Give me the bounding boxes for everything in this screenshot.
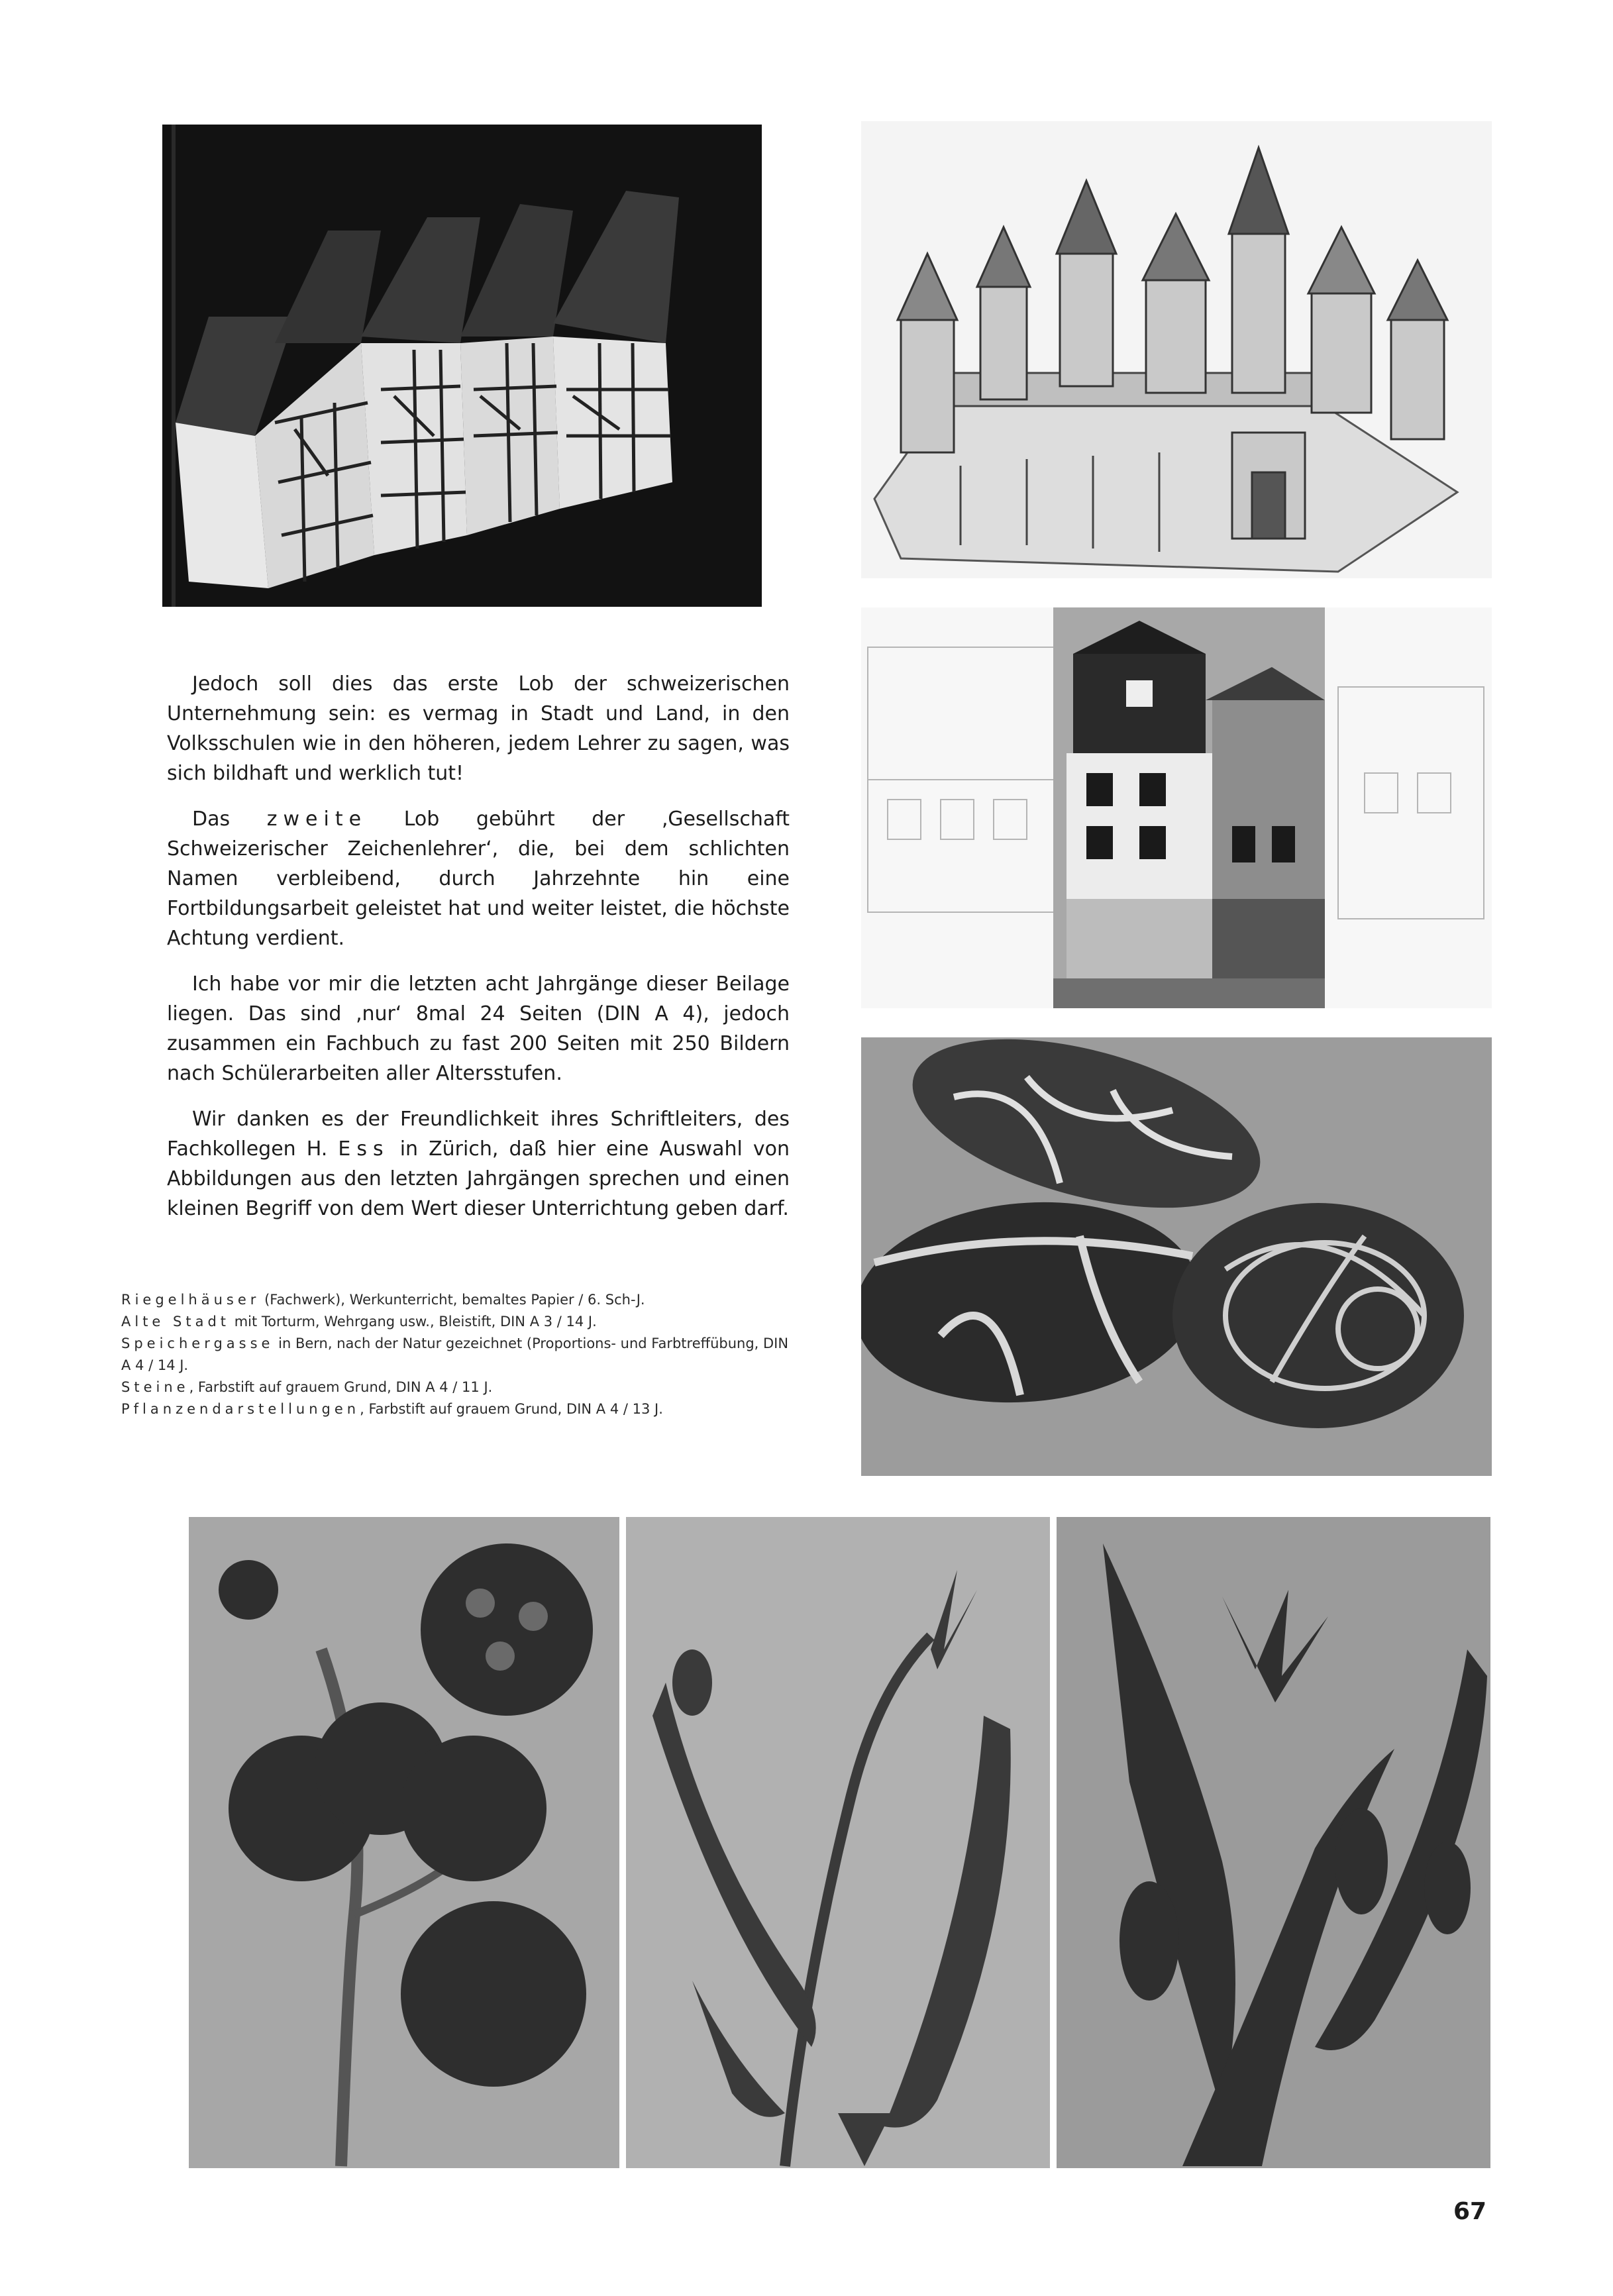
figure-alte-stadt bbox=[861, 121, 1492, 578]
steine-image bbox=[861, 1037, 1492, 1476]
figure-pflanzen bbox=[189, 1517, 1490, 2168]
paragraph-1: Jedoch soll dies das erste Lob der schweizerischen Unternehmung sein: es vermag in Stadt und Land, in den Volksschulen wie in den höheren, jedem Lehrer zu sagen, was sich bildhaft und werklich tut! bbox=[167, 672, 790, 785]
paragraph-4-rest: in Zürich, daß hier eine Auswahl von Abbildungen aus den letzten Jahrgängen sprechen und einen kleinen Begriff von dem Wert dieser Unterrichtung geben darf. bbox=[167, 1137, 790, 1220]
caption-2-head: Alte Stadt bbox=[121, 1314, 231, 1330]
paragraph-4-spaced: Ess bbox=[338, 1137, 390, 1161]
caption-5-head: Pflanzendarstellungen bbox=[121, 1401, 360, 1417]
speichergasse-image bbox=[861, 607, 1492, 1008]
body-text bbox=[167, 669, 790, 1239]
captions bbox=[121, 1289, 790, 1420]
figure-speichergasse bbox=[861, 607, 1492, 1008]
caption-3-head: Speichergasse bbox=[121, 1335, 274, 1351]
page-number: 67 bbox=[1453, 2198, 1487, 2225]
caption-1-head: Riegelhäuser bbox=[121, 1292, 260, 1308]
caption-4 bbox=[121, 1377, 790, 1398]
pflanzen-image bbox=[189, 1517, 1490, 2168]
alte-stadt-image bbox=[861, 121, 1492, 578]
figure-riegelhaeuser bbox=[162, 125, 762, 607]
paragraph-2-rest: Lob gebührt der ‚Gesellschaft Schweizerischer Zeichenlehrer‘, die, bei dem schlichten Namen verbleibend, durch Jahrzehnte hin eine Fortbildungsarbeit geleistet hat und weiter leistet, die höchste Achtung verdient. bbox=[167, 808, 790, 950]
caption-1 bbox=[121, 1289, 790, 1311]
caption-5-text: , Farbstift auf grauem Grund, DIN A 4 / 13 J. bbox=[360, 1401, 663, 1417]
riegelhaeuser-image bbox=[162, 125, 762, 607]
paragraph-2-prefix: Das bbox=[192, 808, 267, 831]
caption-5 bbox=[121, 1398, 790, 1420]
caption-4-head: Steine bbox=[121, 1379, 189, 1395]
caption-3 bbox=[121, 1333, 790, 1377]
paragraph-2-spaced: zweite bbox=[266, 808, 368, 831]
caption-2-text: mit Torturm, Wehrgang usw., Bleistift, DIN A 3 / 14 J. bbox=[230, 1314, 597, 1330]
paragraph-4 bbox=[167, 1104, 790, 1224]
paragraph-2 bbox=[167, 804, 790, 953]
paragraph-3: Ich habe vor mir die letzten acht Jahrgänge dieser Beilage liegen. Das sind ‚nur‘ 8mal 24 Seiten (DIN A 4), jedoch zusammen ein Fachbuch zu fast 200 Seiten mit 250 Bildern nach Schülerarbeiten aller Altersstufen. bbox=[167, 972, 790, 1085]
caption-1-text: (Fachwerk), Werkunterricht, bemaltes Papier / 6. Sch-J. bbox=[260, 1292, 645, 1308]
caption-3-text: in Bern, nach der Natur gezeichnet (Proportions- und Farbtreffübung, DIN A 4 / 14 J. bbox=[121, 1335, 789, 1373]
figure-steine bbox=[861, 1037, 1492, 1476]
caption-2 bbox=[121, 1311, 790, 1333]
paragraph-4-prefix: Wir danken es der Freundlichkeit ihres Schriftleiters, des Fachkollegen H. bbox=[167, 1108, 790, 1161]
caption-4-text: , Farbstift auf grauem Grund, DIN A 4 / 11 J. bbox=[189, 1379, 493, 1395]
